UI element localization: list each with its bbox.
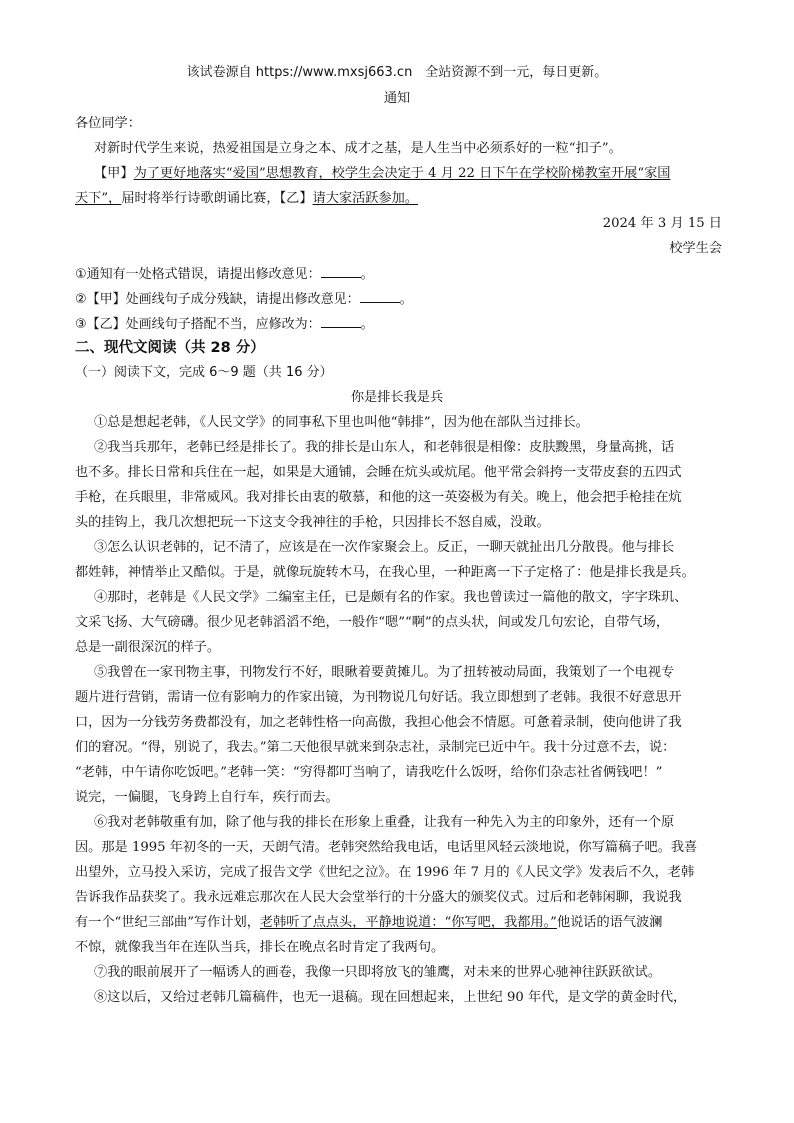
article-line: 不惊，就像我当年在连队当兵，排长在晚点名时肯定了我两句。 (75, 940, 445, 955)
article-line: 手枪，在兵眼里，非常威风。我对排长由衷的敬慕，和他的这一英姿极为有关。晚上，他会把手枪挂在炕 (75, 490, 682, 505)
section-title: 二、现代文阅读（共 28 分） (75, 340, 265, 356)
jia-underlined-sentence-cont: 天下”， (75, 191, 122, 206)
article-line: ②我当兵那年，老韩已经是排长了。我的排长是山东人，和老韩很是相像：皮肤黢黑，身量高挑，话 (94, 440, 675, 455)
question-1-end: 。 (360, 267, 374, 282)
article-line: 出望外，立马投入采访，完成了报告文学《世纪之泣》。在 1996 年 7 月的《人民文学》发表后不久，老韩 (75, 865, 695, 880)
question-1 (75, 265, 725, 284)
article-line: 告诉我作品获奖了。我永远难忘那次在人民大会堂举行的十分盛大的颁奖仪式。过后和老韩闲聊，我说我 (75, 890, 682, 905)
article-line: ⑦我的眼前展开了一幅诱人的画卷，我像一只即将放飞的雏鹰，对未来的世界心驰神往跃跃欲试。 (94, 965, 662, 980)
article-line-tail: 他说话的语气波澜 (556, 915, 663, 930)
article-line: 说完，一偏腿，飞身跨上自行车，疾行而去。 (75, 790, 339, 805)
notice-signature: 校学生会 (669, 241, 722, 256)
yi-underlined-sentence: 请大家活跃参加。 (312, 191, 419, 206)
article-line: 因。那是 1995 年初冬的一天，天朗气清。老韩突然给我电话，电话里风轻云淡地说，你写篇稿子吧。我喜 (75, 840, 698, 855)
article-line: “老韩，中午请你吃饭吧。”老韩一笑：“穷得都叮当响了，请我吃什么饭呀，给你们杂志社省俩钱吧！” (75, 765, 663, 780)
article-line: 也不多。排长日常和兵住在一起，如果是大通铺，会睡在炕头或炕尾。他平常会斜挎一支带皮套的五四式 (75, 465, 682, 480)
notice-greeting: 各位同学： (75, 116, 141, 131)
jia-tag: 【甲】 (94, 166, 134, 181)
answer-blank-1[interactable] (321, 265, 361, 278)
jia-underlined-sentence: 为了更好地落实“爱国”思想教育，校学生会决定于 4 月 22 日下午在学校阶梯教室开展“家国 (133, 166, 671, 181)
notice-date: 2024 年 3 月 15 日 (602, 216, 722, 231)
article-line: ⑥我对老韩敬重有加，除了他与我的排长在形象上重叠，让我有一种先入为主的印象外，还有一个原 (94, 815, 675, 830)
source-header: 该试卷源自 https://www.mxsj663.cn 全站资源不到一元，每日更新。 (186, 65, 608, 80)
article-line: 口，因为一分钱劳务费都没有，加之老韩性格一向高傲，我担心他会不情愿。可惫着录制，使向他讲了我 (75, 715, 682, 730)
article-line: 总是一副很深沉的样子。 (75, 640, 221, 655)
notice-paragraph-2-cont (75, 190, 725, 208)
article-line: ①总是想起老韩，《人民文学》的同事私下里也叫他“韩排”，因为他在部队当过排长。 (94, 415, 589, 430)
article-line: ⑤我曾在一家刊物主事，刊物发行不好，眼瞅着要黄摊儿。为了扭转被动局面，我策划了一个电视专 (94, 665, 675, 680)
article-title: 你是排长我是兵 (350, 390, 444, 405)
article-line: 都姓韩，神情举止又酷似。于是，就像玩旋转木马，在我心里，一种距离一下子定格了：他是排长我是兵。 (75, 565, 695, 580)
notice-paragraph-2 (94, 165, 725, 183)
answer-blank-3[interactable] (321, 315, 361, 328)
answer-blank-2[interactable] (360, 290, 400, 303)
section-subtitle: （一）阅读下文，完成 6～9 题（共 16 分） (75, 365, 333, 380)
article-line: 文采飞扬、大气磅礴。很少见老韩滔滔不绝，一般作“嗯”“啊”的点头状，间或发几句宏论，自带气场， (75, 615, 670, 630)
question-3-text: ③【乙】处画线句子搭配不当，应修改为： (75, 317, 321, 332)
question-3-end: 。 (360, 317, 374, 332)
notice-mid-text: 届时将举行诗歌朗诵比赛， (121, 191, 280, 206)
question-1-text: ①通知有一处格式错误，请提出修改意见： (75, 267, 321, 282)
article-line-start: 有一个“世纪三部曲”写作计划， (75, 915, 260, 930)
question-2-end: 。 (399, 292, 413, 307)
question-3 (75, 315, 725, 334)
article-line: ③怎么认识老韩的，记不清了，应该是在一次作家聚会上。反正，一聊天就扯出几分散畏。他与排长 (94, 540, 675, 555)
article-line: 题片进行营销，需请一位有影响力的作家出镜，为刊物说几句好话。我立即想到了老韩。我很不好意思开 (75, 690, 682, 705)
question-2-text: ②【甲】处画线句子成分残缺，请提出修改意见： (75, 292, 360, 307)
article-line: 头的挂钩上，我几次想把玩一下这支令我神往的手枪，只因排长不怒自威，没敢。 (75, 515, 550, 530)
article-line: ④那时，老韩是《人民文学》二编室主任，已是颇有名的作家。我也曾读过一篇他的散文，字字珠玑、 (94, 590, 688, 605)
article-line: 们的窘况。“得，别说了，我去。”第二天他很早就来到杂志社，录制完已近中午。我十分过意不去，说： (75, 740, 676, 755)
notice-title: 通知 (383, 91, 411, 106)
underlined-quote: 老韩听了点点头，平静地说道：“你写吧，我都用。” (259, 915, 557, 930)
article-line: ⑧这以后，又给过老韩几篇稿件，也无一退稿。现在回想起来，上世纪 90 年代，是文学的黄金时代， (94, 990, 687, 1005)
article-line (75, 914, 725, 932)
yi-tag: 【乙】 (279, 191, 313, 206)
question-2 (75, 290, 725, 309)
notice-paragraph-1: 对新时代学生来说，热爱祖国是立身之本、成才之基，是人生当中必须系好的一粒“扣子”。 (94, 141, 622, 156)
